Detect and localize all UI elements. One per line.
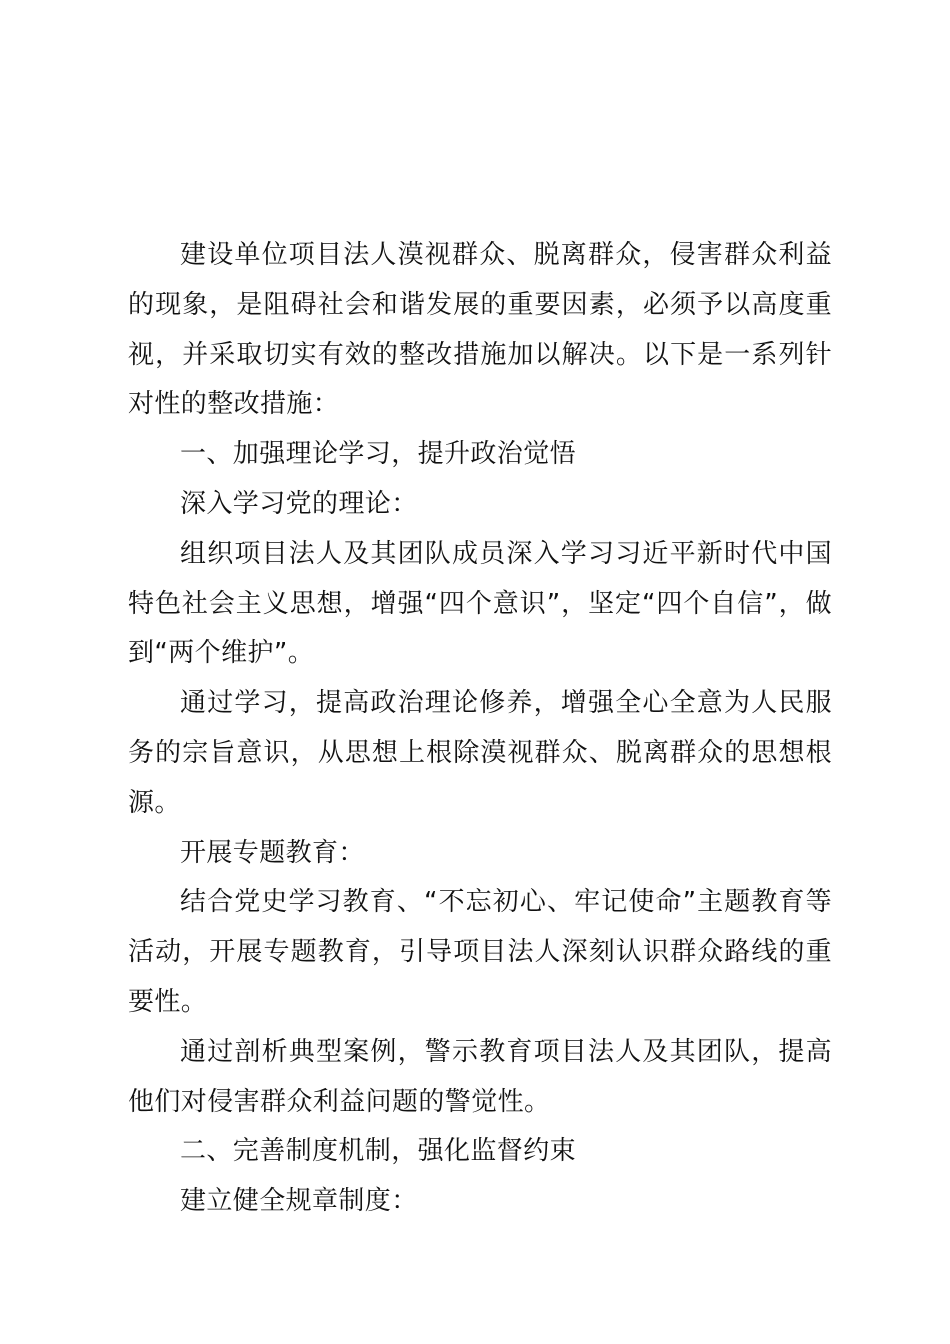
subheading-study-theory: 深入学习党的理论：: [180, 488, 418, 519]
section-heading-2: 二、完善制度机制，强化监督约束: [180, 1136, 577, 1167]
document-body: [128, 231, 832, 1227]
section-heading-1: 一、加强理论学习，提升政治觉悟: [180, 439, 577, 470]
paragraph-organize-study: 组织项目法人及其团队成员深入学习习近平新时代中国特色社会主义思想，增强“四个意识”，坚定“四个自信”，做到“两个维护”。: [128, 538, 832, 669]
subheading-special-education: 开展专题教育：: [180, 837, 365, 868]
intro-paragraph: 建设单位项目法人漠视群众、脱离群众，侵害群众利益的现象，是阻碍社会和谐发展的重要因素，必须予以高度重视，并采取切实有效的整改措施加以解决。以下是一系列针对性的整改措施：: [128, 240, 832, 420]
paragraph-combine-education: 结合党史学习教育、“不忘初心、牢记使命”主题教育等活动，开展专题教育，引导项目法人深刻认识群众路线的重要性。: [128, 887, 832, 1017]
paragraph-case-analysis: 通过剖析典型案例，警示教育项目法人及其团队，提高他们对侵害群众利益问题的警觉性。: [128, 1036, 832, 1117]
paragraph-through-study: 通过学习，提高政治理论修养，增强全心全意为人民服务的宗旨意识，从思想上根除漠视群众、脱离群众的思想根源。: [128, 688, 832, 818]
subheading-rules: 建立健全规章制度：: [180, 1186, 418, 1217]
